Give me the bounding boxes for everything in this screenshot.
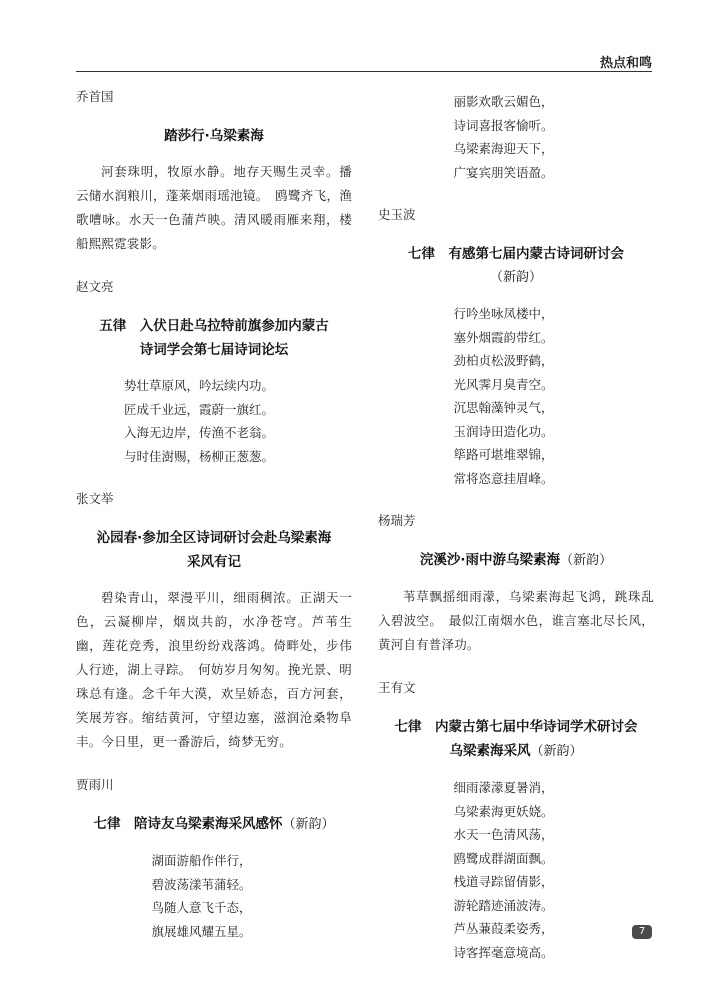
- poem-author: 王有文: [378, 680, 416, 695]
- poem-wang: [378, 679, 654, 964]
- verse-line: 塞外烟霞韵带红。: [453, 329, 554, 345]
- poem-verse: [124, 374, 304, 468]
- verse-line: 细雨濛濛夏暑消，: [453, 780, 554, 795]
- poem-body: 碧染青山，翠漫平川，细雨稠浓。正湖天一色，云凝柳岸，烟岚共韵，水净苍穹。芦苇生幽，莲花竞秀，浪里纷纷戏落鸿。倚畔处，步伟人行迹，湖上寻踪。 何妨岁月匆匆。挽光景、明珠总有逢。念千年大漠，欢呈娇态，百方河套，笑展芳容。缩结黄河，守望边塞，滋润沧桑物阜丰。今日里，更一番游后，绮梦无穷。: [76, 590, 352, 749]
- verse-line: 乌梁素海更妖娆。: [453, 803, 554, 819]
- verse-line: 势壮草原风，吟坛续内功。: [124, 378, 275, 393]
- poem-title-note: （新韵）: [489, 270, 542, 285]
- poem-verse: [152, 849, 277, 943]
- verse-line: 旗展雄风耀五星。: [151, 923, 252, 939]
- poem-title-line: 诗词学会第七届诗词论坛: [139, 342, 289, 358]
- verse-line: 沉思翰藻钟灵气，: [453, 400, 554, 415]
- poem-shi: [378, 206, 654, 490]
- verse-line: 常将恣意挂眉峰。: [453, 470, 554, 486]
- left-column: [76, 88, 352, 965]
- poem-title-line: 乌梁素海采风: [449, 743, 531, 759]
- poem-verse: [454, 302, 579, 490]
- section-header: 热点和鸣: [599, 56, 652, 71]
- verse-line: 湖面游船作伴行，: [151, 853, 252, 868]
- poem-title: [378, 715, 654, 764]
- verse-line: 游轮踏迹涌波涛。: [453, 897, 554, 913]
- poem-title-note: （新韵）: [282, 817, 335, 832]
- verse-line: 鸟随人意飞千态，: [151, 900, 252, 915]
- verse-line: 与时佳澍赐，杨柳正葱葱。: [124, 448, 275, 464]
- poem-title: [378, 242, 654, 290]
- verse-line: 鸥鹭成群湖面飘。: [453, 850, 554, 866]
- poem-zhao: [76, 278, 352, 468]
- poem-title-text: 浣溪沙·雨中游乌梁素海: [419, 552, 561, 568]
- poem-title-line: 采风有记: [187, 554, 241, 570]
- poem-title: 踏莎行·乌梁素海: [164, 128, 264, 144]
- poem-title-line: 七律 内蒙古第七届中华诗词学术研讨会: [394, 719, 638, 735]
- header-divider: [76, 71, 652, 72]
- poem-verse: [454, 776, 579, 964]
- poem-title: [76, 812, 352, 837]
- verse-line: 碧波荡漾苇蒲轻。: [151, 876, 252, 892]
- poem-title-line: 五律 入伏日赴乌拉特前旗参加内蒙古: [99, 318, 329, 334]
- page-number: 7: [632, 925, 652, 939]
- verse-line: 玉润诗田造化功。: [453, 423, 554, 439]
- poem-title: [76, 526, 352, 574]
- poem-title-text: 七律 有感第七届内蒙古诗词研讨会: [408, 246, 624, 262]
- poem-body: 苇草飘摇细雨濛，乌梁素海起飞鸿，跳珠乱入碧波空。 最似江南烟水色，谁言塞北尽长风，黄河自有普泽功。: [378, 589, 654, 652]
- verse-line: 丽影欢歌云媚色，: [453, 94, 554, 109]
- verse-line: 行吟坐咏凤楼中，: [453, 306, 554, 321]
- verse-line: 栈道寻踪留倩影，: [453, 874, 554, 889]
- poem-title-note: （新韵）: [530, 744, 583, 759]
- poem-author: 贾雨川: [76, 777, 114, 792]
- poem-author: 张文举: [76, 491, 114, 506]
- poem-author: 杨瑞芳: [378, 513, 416, 528]
- poem-author: 乔首国: [76, 89, 114, 104]
- verse-line: 匠成千业远，霞蔚一旗红。: [124, 401, 275, 417]
- poem-title: [76, 314, 352, 362]
- poem-author: 赵文亮: [76, 279, 114, 294]
- verse-line: 芦丛蒹葭柔姿秀，: [453, 921, 554, 936]
- verse-line: 劲柏贞松汲野鹤，: [453, 353, 554, 368]
- poem-title-note: （新韵）: [560, 553, 613, 568]
- poem-title-line: 沁园春·参加全区诗词研讨会赴乌梁素海: [96, 530, 332, 546]
- verse-line: 水天一色清风荡，: [453, 827, 554, 842]
- poem-body: 河套珠明，牧原水静。地存天赐生灵幸。播云储水润粮川，蓬莱烟雨瑶池镜。 鸥鹭齐飞，渔歌嘈咏。水天一色蒲芦映。清风暖雨雁来翔，楼船熙熙霓裳影。: [76, 164, 352, 251]
- poem-jia: [76, 776, 352, 943]
- poem-qiao: [76, 88, 352, 256]
- poem-title-text: 七律 陪诗友乌梁素海采风感怀: [93, 816, 283, 832]
- poem-author: 史玉波: [378, 207, 416, 222]
- poem-title: [378, 548, 654, 573]
- verse-line: 乌梁素海迎天下，: [453, 141, 554, 156]
- poem-jia-continued: [378, 90, 654, 184]
- verse-line: 入海无边岸，传渔不老翁。: [124, 425, 275, 440]
- verse-line: 广宴宾朋笑语盈。: [453, 164, 554, 180]
- right-column: [378, 90, 654, 986]
- poem-zhang: [76, 490, 352, 754]
- poem-yang: [378, 512, 654, 657]
- verse-line: 筚路可堪堆翠锦，: [453, 447, 554, 462]
- poem-verse: [454, 90, 579, 184]
- verse-line: 诗客挥毫意境高。: [453, 944, 554, 960]
- verse-line: 光风霁月臭青空。: [453, 376, 554, 392]
- verse-line: 诗词喜报客愉听。: [453, 117, 554, 133]
